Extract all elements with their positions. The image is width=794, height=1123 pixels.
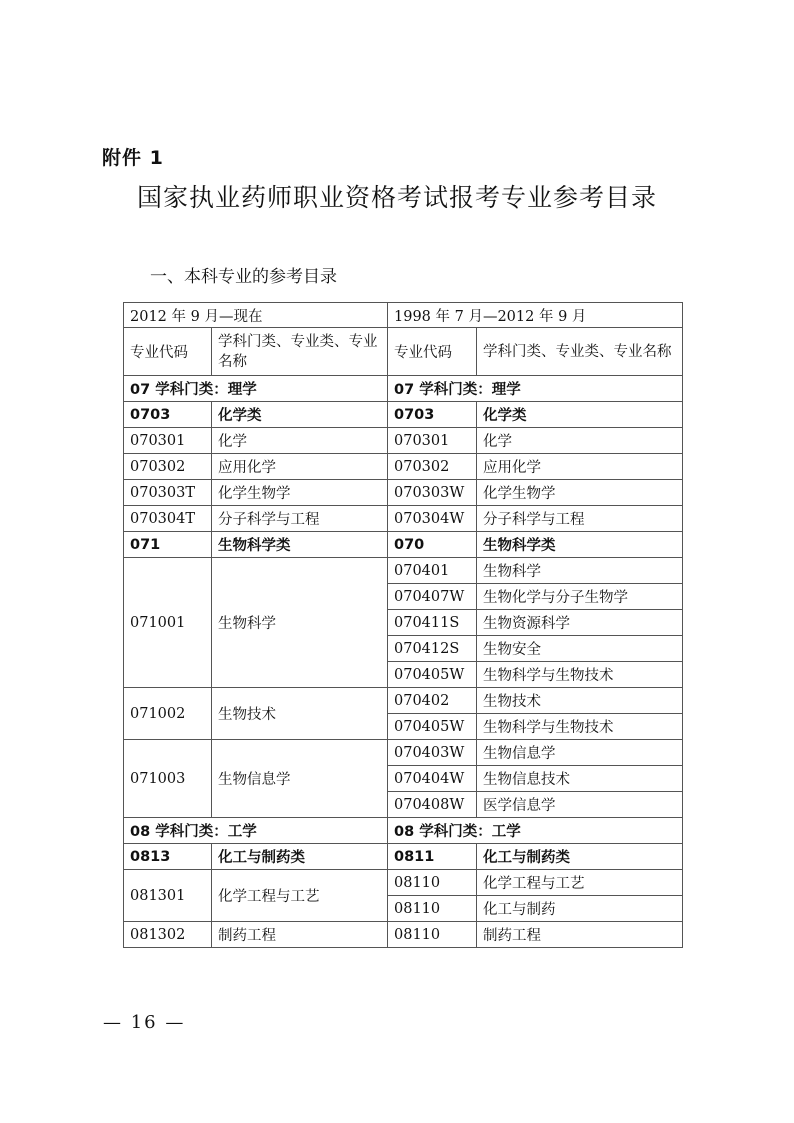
- code-old: 08110: [388, 922, 477, 948]
- period-row: [124, 303, 683, 328]
- cat-name-new: 化学类: [212, 402, 388, 428]
- code-old: 070403W: [388, 740, 477, 766]
- cat-name-new: 生物科学类: [212, 532, 388, 558]
- code-old: 070401: [388, 558, 477, 584]
- cat-name-old: 生物科学类: [477, 532, 683, 558]
- code-old: 070408W: [388, 792, 477, 818]
- name-old: 生物资源科学: [477, 610, 683, 636]
- table-row: [124, 480, 683, 506]
- category-row-chemical-engineering: [124, 844, 683, 870]
- code-new: 071001: [124, 558, 212, 688]
- code-new: 070302: [124, 454, 212, 480]
- group-eng-old: 08 学科门类：工学: [388, 818, 683, 844]
- table-row: [124, 740, 683, 766]
- table-row: [124, 428, 683, 454]
- name-old: 生物科学: [477, 558, 683, 584]
- period-old: 1998 年 7 月—2012 年 9 月: [388, 303, 683, 328]
- code-new: 070301: [124, 428, 212, 454]
- table-row: [124, 688, 683, 714]
- name-old: 生物信息技术: [477, 766, 683, 792]
- name-old: 分子科学与工程: [477, 506, 683, 532]
- name-old: 生物化学与分子生物学: [477, 584, 683, 610]
- code-new: 071003: [124, 740, 212, 818]
- name-old: 化学: [477, 428, 683, 454]
- name-new: 生物技术: [212, 688, 388, 740]
- document-title: 国家执业药师职业资格考试报考专业参考目录: [136, 183, 657, 212]
- name-old: 制药工程: [477, 922, 683, 948]
- code-old: 070302: [388, 454, 477, 480]
- table-row: [124, 558, 683, 584]
- code-new: 070304T: [124, 506, 212, 532]
- header-code-old: 专业代码: [388, 328, 477, 376]
- code-new: 081301: [124, 870, 212, 922]
- name-old: 生物技术: [477, 688, 683, 714]
- table-row: [124, 870, 683, 896]
- code-new: 081302: [124, 922, 212, 948]
- cat-code-new: 0813: [124, 844, 212, 870]
- cat-name-old: 化工与制药类: [477, 844, 683, 870]
- name-new: 化学工程与工艺: [212, 870, 388, 922]
- code-old: 070412S: [388, 636, 477, 662]
- cat-name-new: 化工与制药类: [212, 844, 388, 870]
- table-row: [124, 922, 683, 948]
- category-row-biology: [124, 532, 683, 558]
- name-old: 化学工程与工艺: [477, 870, 683, 896]
- name-new: 化学生物学: [212, 480, 388, 506]
- cat-code-old: 0703: [388, 402, 477, 428]
- code-old: 070404W: [388, 766, 477, 792]
- group-sci-old: 07 学科门类：理学: [388, 376, 683, 402]
- name-new: 应用化学: [212, 454, 388, 480]
- group-row-engineering: [124, 818, 683, 844]
- code-new: 071002: [124, 688, 212, 740]
- header-name-new: 学科门类、专业类、专业名称: [212, 328, 388, 376]
- code-old: 070405W: [388, 662, 477, 688]
- table-row: [124, 454, 683, 480]
- name-old: 医学信息学: [477, 792, 683, 818]
- code-old: 070405W: [388, 714, 477, 740]
- name-new: 制药工程: [212, 922, 388, 948]
- name-new: 化学: [212, 428, 388, 454]
- name-old: 化学生物学: [477, 480, 683, 506]
- page-number: — 16 —: [103, 1012, 186, 1033]
- code-new: 070303T: [124, 480, 212, 506]
- code-old: 070407W: [388, 584, 477, 610]
- code-old: 070402: [388, 688, 477, 714]
- code-old: 070301: [388, 428, 477, 454]
- group-row-science: [124, 376, 683, 402]
- name-old: 生物信息学: [477, 740, 683, 766]
- header-row: [124, 328, 683, 376]
- group-eng-new: 08 学科门类：工学: [124, 818, 388, 844]
- cat-code-old: 070: [388, 532, 477, 558]
- attachment-label: 附件 1: [102, 147, 164, 169]
- category-row-chemistry: [124, 402, 683, 428]
- group-sci-new: 07 学科门类：理学: [124, 376, 388, 402]
- period-current: 2012 年 9 月—现在: [124, 303, 388, 328]
- name-old: 应用化学: [477, 454, 683, 480]
- header-name-old: 学科门类、专业类、专业名称: [477, 328, 683, 376]
- code-old: 08110: [388, 896, 477, 922]
- code-old: 070411S: [388, 610, 477, 636]
- name-new: 生物科学: [212, 558, 388, 688]
- code-old: 070303W: [388, 480, 477, 506]
- name-old: 化工与制药: [477, 896, 683, 922]
- code-old: 070304W: [388, 506, 477, 532]
- cat-code-new: 071: [124, 532, 212, 558]
- header-code-new: 专业代码: [124, 328, 212, 376]
- table-row: [124, 506, 683, 532]
- major-catalog-table: [123, 302, 683, 948]
- cat-code-old: 0811: [388, 844, 477, 870]
- name-old: 生物科学与生物技术: [477, 662, 683, 688]
- cat-name-old: 化学类: [477, 402, 683, 428]
- name-new: 分子科学与工程: [212, 506, 388, 532]
- name-new: 生物信息学: [212, 740, 388, 818]
- code-old: 08110: [388, 870, 477, 896]
- cat-code-new: 0703: [124, 402, 212, 428]
- section-heading: 一、本科专业的参考目录: [150, 267, 337, 287]
- name-old: 生物安全: [477, 636, 683, 662]
- name-old: 生物科学与生物技术: [477, 714, 683, 740]
